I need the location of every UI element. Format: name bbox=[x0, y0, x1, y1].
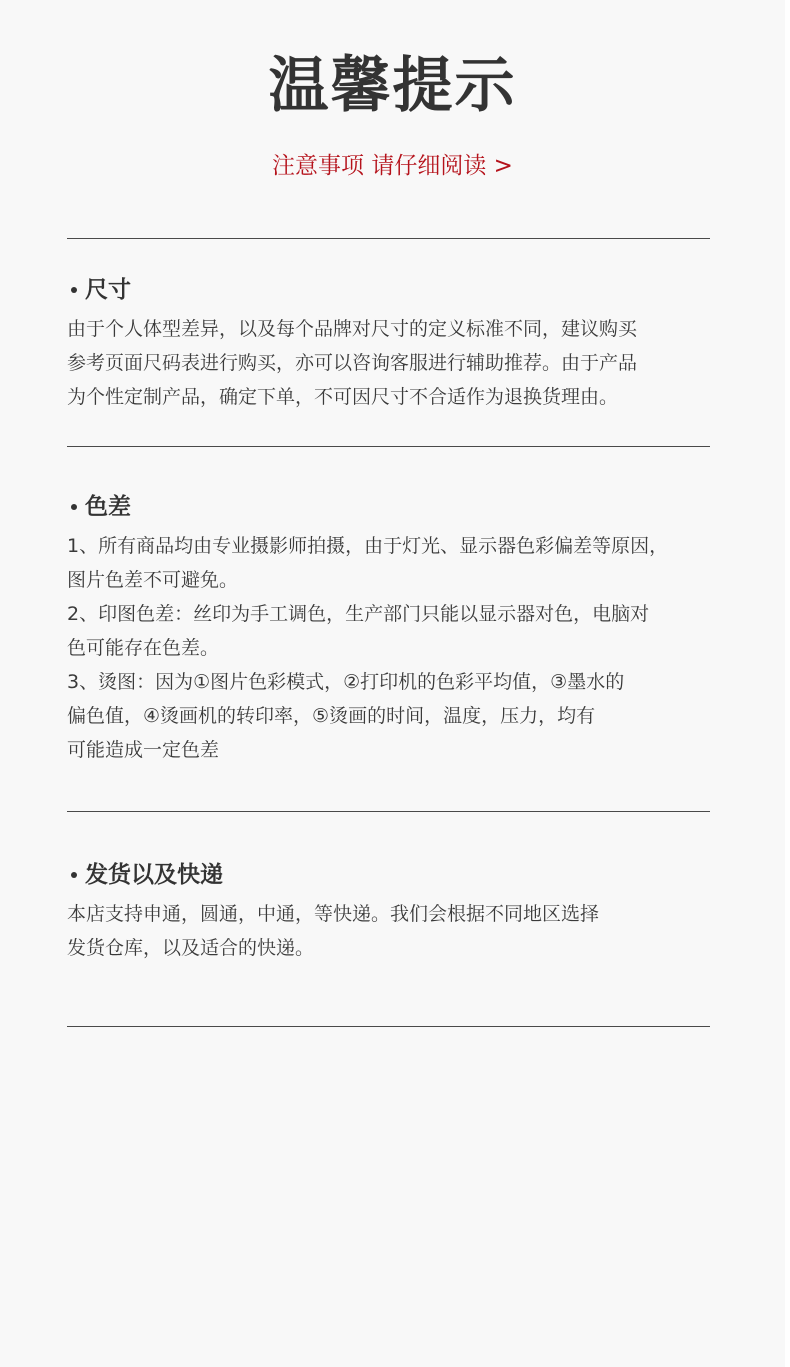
divider bbox=[67, 811, 710, 812]
section-heading-label: 尺寸 bbox=[85, 277, 131, 303]
divider bbox=[67, 1026, 710, 1027]
bullet-icon bbox=[71, 872, 77, 878]
read-carefully-link[interactable]: 注意事项 请仔细阅读 > bbox=[272, 153, 513, 179]
section-color-difference bbox=[67, 491, 710, 767]
body-line: 参考页面尺码表进行购买，亦可以咨询客服进行辅助推荐。由于产品 bbox=[67, 352, 638, 374]
body-line: 为个性定制产品，确定下单，不可因尺寸不合适作为退换货理由。 bbox=[67, 386, 619, 408]
body-line: 本店支持申通，圆通，中通，等快递。我们会根据不同地区选择 bbox=[67, 903, 600, 925]
body-line: 1、所有商品均由专业摄影师拍摄，由于灯光、显示器色彩偏差等原因， bbox=[67, 535, 669, 557]
section-heading bbox=[67, 859, 710, 891]
section-shipping bbox=[67, 859, 710, 965]
bullet-icon bbox=[71, 504, 77, 510]
bullet-icon bbox=[71, 287, 77, 293]
section-heading bbox=[67, 491, 710, 523]
page-title: 温馨提示 bbox=[268, 51, 517, 121]
section-heading-label: 发货以及快递 bbox=[85, 862, 223, 888]
section-heading bbox=[67, 274, 710, 306]
body-line: 图片色差不可避免。 bbox=[67, 569, 239, 591]
divider bbox=[67, 446, 710, 447]
section-heading-label: 色差 bbox=[85, 494, 131, 520]
body-line: 2、印图色差：丝印为手工调色，生产部门只能以显示器对色，电脑对 bbox=[67, 603, 650, 625]
body-line: 发货仓库，以及适合的快递。 bbox=[67, 937, 315, 959]
divider bbox=[67, 238, 710, 239]
body-line: 色可能存在色差。 bbox=[67, 637, 220, 659]
body-line: 3、烫图：因为①图片色彩模式，②打印机的色彩平均值，③墨水的 bbox=[67, 671, 625, 693]
body-line: 可能造成一定色差 bbox=[67, 739, 220, 761]
section-size bbox=[67, 274, 710, 414]
body-line: 偏色值，④烫画机的转印率，⑤烫画的时间，温度，压力，均有 bbox=[67, 705, 596, 727]
body-line: 由于个人体型差异，以及每个品牌对尺寸的定义标准不同，建议购买 bbox=[67, 318, 638, 340]
